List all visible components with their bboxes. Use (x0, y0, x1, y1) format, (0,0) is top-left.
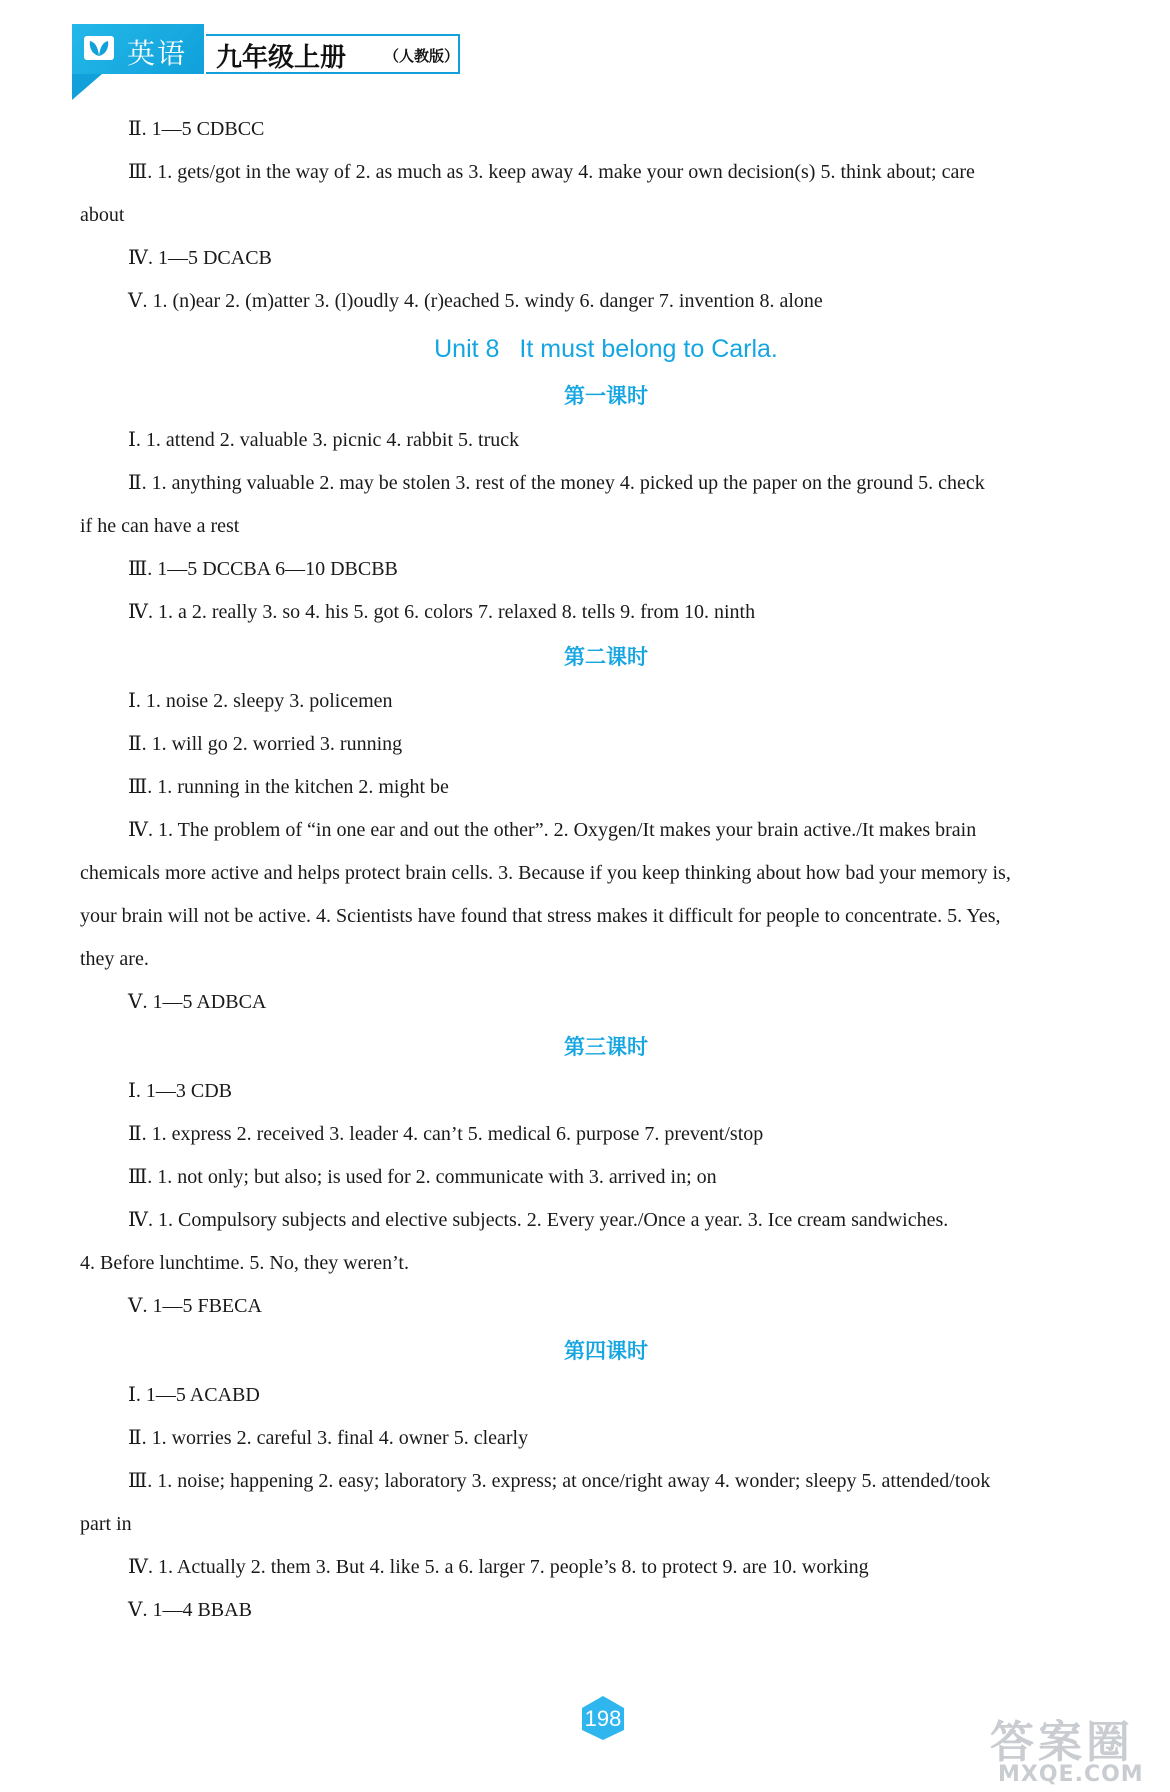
answer-line: Ⅰ. 1. attend 2. valuable 3. picnic 4. rabbit 5. truck (128, 429, 520, 451)
watermark-url: MXQE.COM (998, 1762, 1144, 1787)
unit-number: Unit 8 (434, 335, 500, 363)
grade-label: 九年级上册 (216, 43, 347, 73)
leaf-icon (84, 36, 114, 60)
answer-line: Ⅳ. 1. a 2. really 3. so 4. his 5. got 6. colors 7. relaxed 8. tells 9. from 10. ninth (128, 601, 756, 623)
answer-line: Ⅴ. 1—5 ADBCA (128, 991, 267, 1013)
answer-line: Ⅲ. 1. not only; but also; is used for 2. communicate with 3. arrived in; on (128, 1166, 717, 1188)
answer-line: part in (80, 1513, 132, 1535)
page-number-badge (578, 1694, 628, 1742)
answer-line: Ⅳ. 1. Compulsory subjects and elective subjects. 2. Every year./Once a year. 3. Ice cream sandwiches. (128, 1209, 949, 1231)
lesson-heading: 第四课时 (564, 1338, 648, 1363)
lesson-heading: 第一课时 (564, 383, 648, 408)
answer-line: Ⅱ. 1. express 2. received 3. leader 4. can’t 5. medical 6. purpose 7. prevent/stop (128, 1123, 764, 1145)
answer-line: Ⅱ. 1. anything valuable 2. may be stolen 3. rest of the money 4. picked up the paper on the ground 5. check (128, 472, 985, 494)
answer-line: 4. Before lunchtime. 5. No, they weren’t. (80, 1252, 409, 1274)
page-header (72, 24, 462, 80)
lesson-heading: 第二课时 (564, 644, 648, 669)
answer-line: Ⅲ. 1. noise; happening 2. easy; laboratory 3. express; at once/right away 4. wonder; sleepy 5. attended/took (128, 1470, 991, 1492)
answer-line: Ⅴ. 1—5 FBECA (128, 1295, 262, 1317)
edition-label: （人教版） (384, 47, 460, 65)
answer-line: Ⅲ. 1. running in the kitchen 2. might be (128, 776, 449, 798)
unit-name: It must belong to Carla. (519, 335, 778, 363)
answer-line: Ⅳ. 1. Actually 2. them 3. But 4. like 5. a 6. larger 7. people’s 8. to protect 9. are 10. working (128, 1556, 869, 1578)
answer-line: they are. (80, 948, 149, 970)
banner-tail (72, 74, 102, 100)
answer-line: Ⅴ. 1—4 BBAB (128, 1599, 252, 1621)
answer-line: Ⅱ. 1. worries 2. careful 3. final 4. owner 5. clearly (128, 1427, 529, 1449)
watermark (990, 1706, 1170, 1792)
answer-line: Ⅰ. 1—5 ACABD (128, 1384, 260, 1406)
answer-line: your brain will not be active. 4. Scientists have found that stress makes it difficult for people to concentrate. 5. Yes, (80, 905, 1001, 927)
answer-line: Ⅰ. 1. noise 2. sleepy 3. policemen (128, 690, 393, 712)
page-number: 198 (584, 1706, 622, 1731)
answer-line: Ⅲ. 1. gets/got in the way of 2. as much as 3. keep away 4. make your own decision(s) 5. think about; care (128, 161, 975, 183)
lesson-heading: 第三课时 (564, 1034, 648, 1059)
watermark-brand: 答案圈 (990, 1717, 1134, 1768)
answer-line: Ⅳ. 1. The problem of “in one ear and out the other”. 2. Oxygen/It makes your brain active./It makes brain (128, 819, 977, 841)
answer-line: chemicals more active and helps protect brain cells. 3. Because if you keep thinking about how bad your memory is, (80, 862, 1011, 884)
subject-banner (72, 24, 204, 74)
answer-line: if he can have a rest (80, 515, 240, 537)
answer-line: Ⅱ. 1. will go 2. worried 3. running (128, 733, 403, 755)
answer-line: Ⅴ. 1. (n)ear 2. (m)atter 3. (l)oudly 4. (r)eached 5. windy 6. danger 7. invention 8. alone (128, 290, 823, 312)
grade-box (206, 34, 460, 74)
answer-line: Ⅰ. 1—3 CDB (128, 1080, 233, 1102)
answer-line: Ⅱ. 1—5 CDBCC (128, 118, 265, 140)
answer-line: about (80, 204, 125, 226)
answer-content (80, 108, 1132, 1632)
answer-line: Ⅳ. 1—5 DCACB (128, 247, 272, 269)
subject-label: 英语 (127, 37, 188, 70)
unit-title (80, 325, 1132, 373)
answer-line: Ⅲ. 1—5 DCCBA 6—10 DBCBB (128, 558, 398, 580)
